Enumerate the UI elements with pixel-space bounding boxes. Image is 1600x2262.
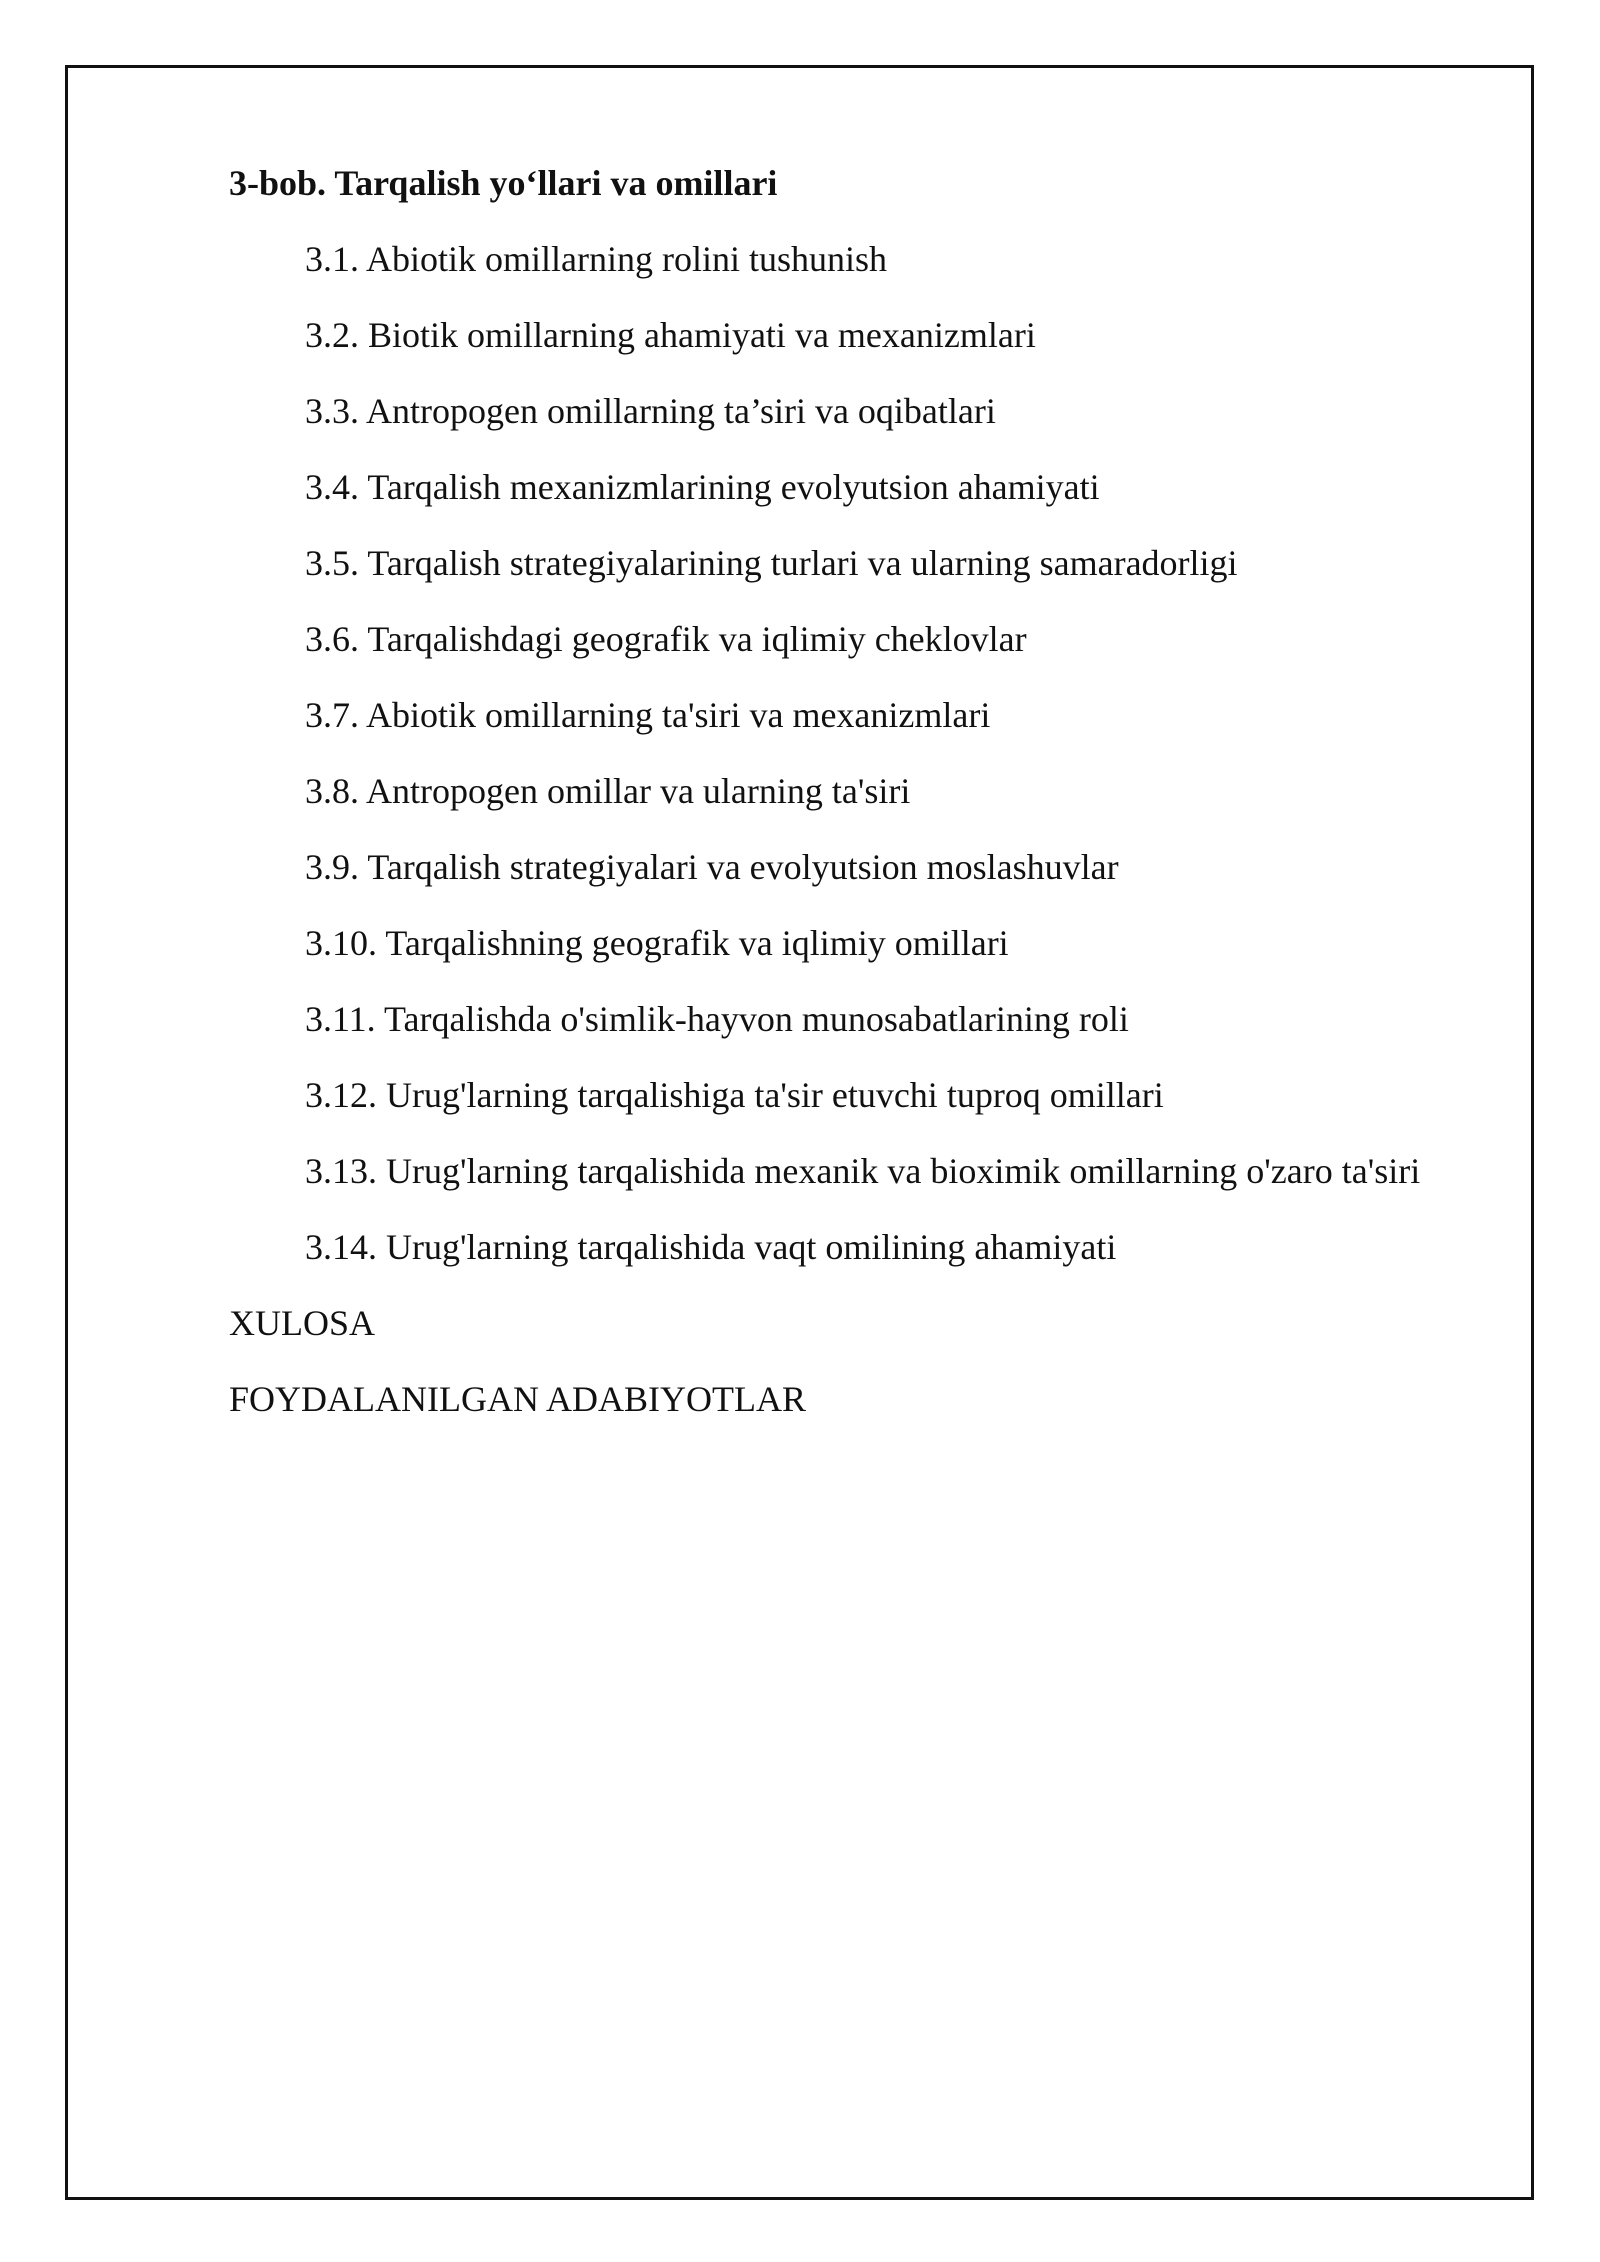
- toc-item-3-7: 3.7. Abiotik omillarning ta'siri va mexanizmlari: [305, 695, 991, 735]
- toc-item-3-4: 3.4. Tarqalish mexanizmlarining evolyutsion ahamiyati: [305, 467, 1100, 507]
- toc-item-3-13: 3.13. Urug'larning tarqalishida mexanik va bioximik omillarning o'zaro ta'siri: [305, 1151, 1421, 1191]
- toc-item-3-12: 3.12. Urug'larning tarqalishiga ta'sir etuvchi tuproq omillari: [305, 1075, 1164, 1115]
- toc-item-3-1: 3.1. Abiotik omillarning rolini tushunish: [305, 239, 888, 279]
- toc-item-3-11: 3.11. Tarqalishda o'simlik-hayvon munosabatlarining roli: [305, 999, 1129, 1039]
- toc-item-3-14: 3.14. Urug'larning tarqalishida vaqt omilining ahamiyati: [305, 1227, 1117, 1267]
- toc-item-3-10: 3.10. Tarqalishning geografik va iqlimiy omillari: [305, 923, 1009, 963]
- toc-item-3-3: 3.3. Antropogen omillarning ta’siri va oqibatlari: [305, 391, 996, 431]
- toc-item-3-8: 3.8. Antropogen omillar va ularning ta'siri: [305, 771, 911, 811]
- toc-item-3-9: 3.9. Tarqalish strategiyalari va evolyutsion moslashuvlar: [305, 847, 1119, 887]
- toc-references: FOYDALANILGAN ADABIYOTLAR: [229, 1379, 806, 1419]
- toc-item-3-5: 3.5. Tarqalish strategiyalarining turlari va ularning samaradorligi: [305, 543, 1238, 583]
- toc-item-3-6: 3.6. Tarqalishdagi geografik va iqlimiy cheklovlar: [305, 619, 1027, 659]
- chapter-heading: 3-bob. Tarqalish yo‘llari va omillari: [229, 163, 778, 203]
- table-of-contents: [229, 145, 1519, 1437]
- toc-conclusion: XULOSA: [229, 1303, 376, 1343]
- toc-item-3-2: 3.2. Biotik omillarning ahamiyati va mexanizmlari: [305, 315, 1036, 355]
